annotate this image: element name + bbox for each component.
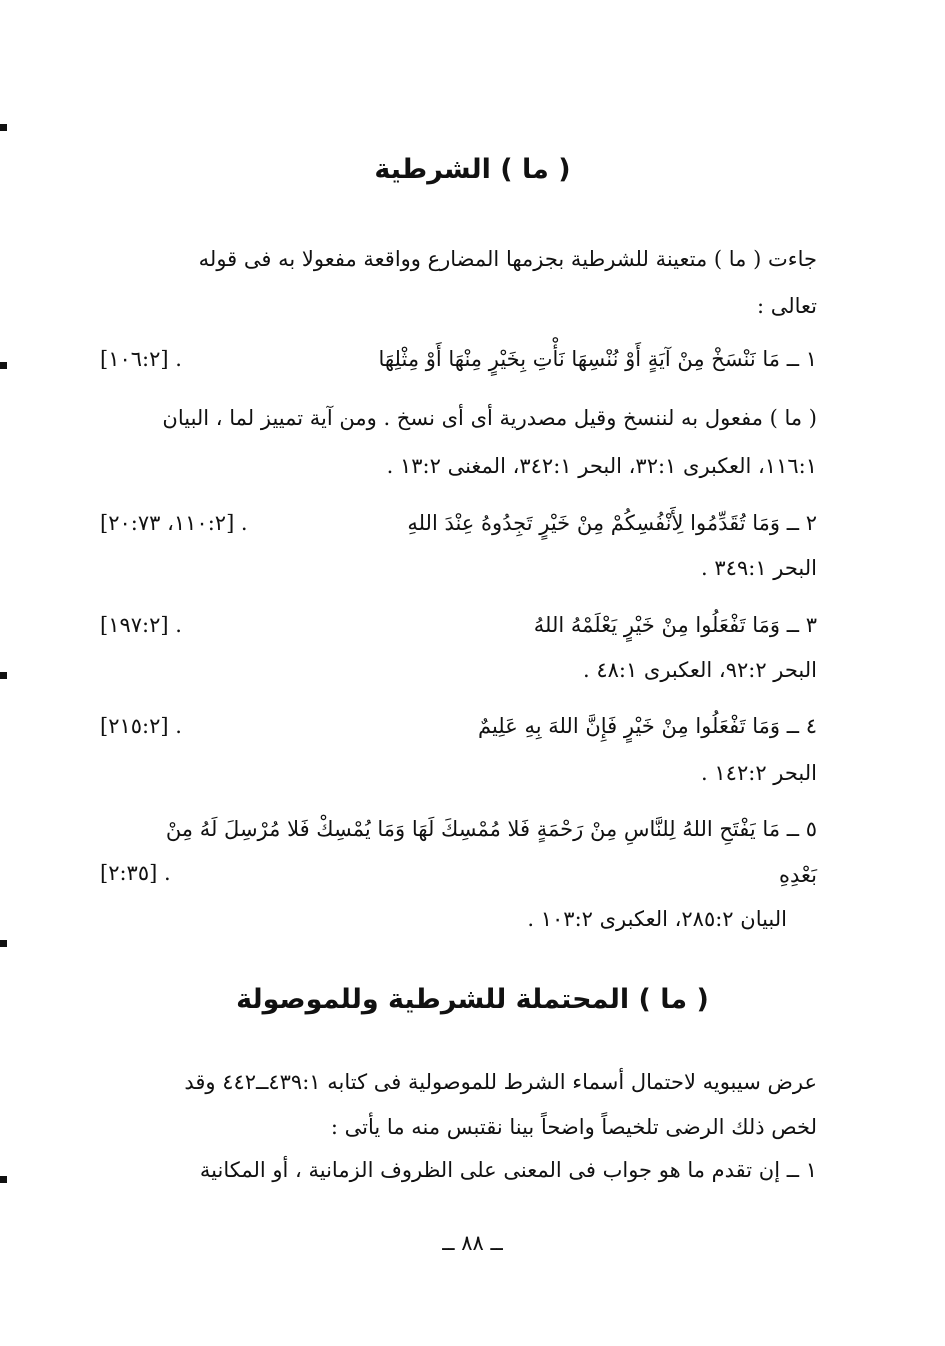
paragraph-line: عرض سيبويه لاحتمال أسماء الشرط للموصولية فى كتابه ٤٣٩:١ــ٤٤٢ وقد	[184, 1070, 817, 1094]
note-line: البحر ٩٢:٢، العكبرى ٤٨:١ .	[582, 658, 817, 682]
note-line: ١١٦:١، العكبرى ٣٢:١، البحر ٣٤٢:١، المغنى ١٣:٢ .	[386, 454, 817, 478]
page-number: ــ ٨٨ ــ	[442, 1231, 503, 1255]
verse-line: ٢ ــ وَمَا تُقَدِّمُوا لِأَنْفُسِكُمْ مِنْ خَيْرٍ تَجِدُوهُ عِنْدَ اللهِ	[407, 511, 817, 535]
note-line: البحر ١٤٢:٢ .	[701, 761, 817, 785]
note-line: البحر ٣٤٩:١ .	[701, 556, 817, 580]
verse-line: ٤ ــ وَمَا تَفْعَلُوا مِنْ خَيْرٍ فَإِنَّ اللهَ بِهِ عَلِيمٌ	[477, 714, 817, 738]
verse-line: بَعْدِهِ	[778, 863, 817, 887]
margin-mark	[0, 672, 7, 679]
note-line: البيان ٢٨٥:٢، العكبرى ١٠٣:٢ .	[527, 907, 787, 931]
verse-citation: [٢:٣٥] .	[100, 861, 171, 885]
intro-line: تعالى :	[756, 294, 817, 318]
margin-mark	[0, 1176, 7, 1183]
verse-citation: [١٠٦:٢] .	[100, 347, 182, 371]
section-title: ( ما ) المحتملة للشرطية وللموصولة	[236, 984, 709, 1015]
verse-citation: [١٩٧:٢] .	[100, 613, 182, 637]
margin-mark	[0, 124, 7, 131]
intro-line: جاءت ( ما ) متعينة للشرطية بجزمها المضارع وواقعة مفعولا به فى قوله	[198, 247, 817, 271]
section-title: ( ما ) الشرطية	[374, 154, 571, 185]
verse-citation: [١١٠:٢، ٢٠:٧٣] .	[100, 511, 248, 535]
verse-line: ٣ ــ وَمَا تَفْعَلُوا مِنْ خَيْرٍ يَعْلَمْهُ اللهُ	[533, 613, 817, 637]
paragraph-line: ١ ــ إن تقدم ما هو جواب فى المعنى على الظروف الزمانية ، أو المكانية	[199, 1158, 817, 1182]
paragraph-line: لخص ذلك الرضى تلخيصاً واضحاً بينا نقتبس منه ما يأتى :	[330, 1115, 817, 1139]
note-line: ( ما ) مفعول به لننسخ وقيل مصدرية أى أى نسخ . ومن آية تمييز لما ، البيان	[162, 406, 817, 430]
verse-line: ٥ ــ مَا يَفْتَحِ اللهُ لِلنَّاسِ مِنْ رَحْمَةٍ فَلا مُمْسِكَ لَهَا وَمَا يُمْسِكْ فَلا مُرْسِلَ لَهُ مِنْ	[165, 817, 817, 841]
verse-citation: [٢١٥:٢] .	[100, 714, 182, 738]
margin-mark	[0, 362, 7, 369]
margin-mark	[0, 940, 7, 947]
verse-line: ١ ــ مَا نَنْسَخْ مِنْ آيَةٍ أَوْ نُنْسِهَا نَأْتِ بِخَيْرٍ مِنْهَا أَوْ مِثْلِهَا	[378, 347, 817, 371]
